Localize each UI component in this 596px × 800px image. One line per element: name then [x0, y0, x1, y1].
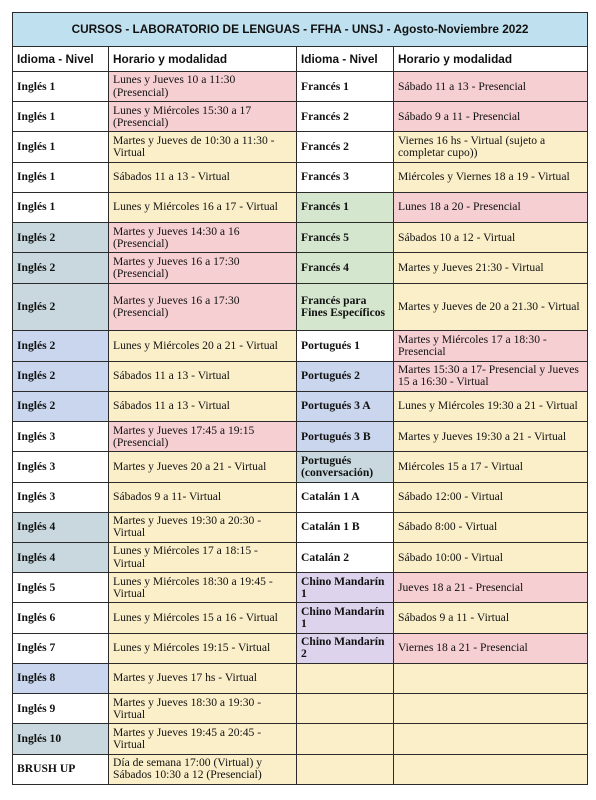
table-row — [13, 331, 588, 361]
table-row — [13, 452, 588, 482]
course-schedule-right — [394, 724, 588, 754]
course-schedule-right: Lunes 18 a 20 - Presencial — [394, 192, 588, 222]
course-language-left: Inglés 2 — [13, 223, 109, 253]
course-language-right: Francés 1 — [297, 72, 394, 102]
course-schedule-left: Sábados 11 a 13 - Virtual — [109, 391, 297, 421]
course-schedule-left: Lunes y Miércoles 16 a 17 - Virtual — [109, 192, 297, 222]
course-schedule-right: Sábado 9 a 11 - Presencial — [394, 102, 588, 132]
course-language-left: Inglés 1 — [13, 192, 109, 222]
course-language-right: Portugués (conversación) — [297, 452, 394, 482]
course-schedule-right: Viernes 18 a 21 - Presencial — [394, 633, 588, 663]
course-schedule-left: Sábados 11 a 13 - Virtual — [109, 162, 297, 192]
course-schedule-right — [394, 663, 588, 693]
course-language-left: Inglés 5 — [13, 573, 109, 603]
course-language-left: Inglés 2 — [13, 391, 109, 421]
table-row — [13, 192, 588, 222]
course-schedule-left: Martes y Jueves 19:30 a 20:30 - Virtual — [109, 512, 297, 542]
table-row — [13, 132, 588, 162]
header-language-right: Idioma - Nivel — [297, 47, 394, 72]
course-language-left: Inglés 4 — [13, 512, 109, 542]
course-language-left: Inglés 1 — [13, 162, 109, 192]
table-row — [13, 422, 588, 452]
course-schedule-left: Martes y Jueves 17:45 a 19:15 (Presencial) — [109, 422, 297, 452]
course-language-right: Portugués 1 — [297, 331, 394, 361]
course-language-right: Chino Mandarín 2 — [297, 633, 394, 663]
course-language-right: Portugués 3 B — [297, 422, 394, 452]
course-language-left: Inglés 10 — [13, 724, 109, 754]
course-language-right: Francés 3 — [297, 162, 394, 192]
header-row — [13, 47, 588, 72]
course-schedule-right: Sábado 12:00 - Virtual — [394, 482, 588, 512]
course-language-left: Inglés 2 — [13, 361, 109, 391]
course-rows — [13, 72, 588, 785]
table-row — [13, 391, 588, 421]
course-schedule-right: Lunes y Miércoles 19:30 a 21 - Virtual — [394, 391, 588, 421]
header-language-left: Idioma - Nivel — [13, 47, 109, 72]
table-row — [13, 162, 588, 192]
table-row — [13, 603, 588, 633]
course-language-left: Inglés 3 — [13, 452, 109, 482]
course-schedule-left: Martes y Jueves 16 a 17:30 (Presencial) — [109, 253, 297, 283]
table-row — [13, 102, 588, 132]
course-schedule-right: Sábados 10 a 12 - Virtual — [394, 223, 588, 253]
table-row — [13, 361, 588, 391]
course-language-right: Francés 2 — [297, 102, 394, 132]
course-schedule-right: Martes y Jueves 19:30 a 21 - Virtual — [394, 422, 588, 452]
course-language-left: BRUSH UP — [13, 754, 109, 784]
header-schedule-right: Horario y modalidad — [394, 47, 588, 72]
course-schedule-right: Martes y Jueves 21:30 - Virtual — [394, 253, 588, 283]
table-title: CURSOS - LABORATORIO DE LENGUAS - FFHA - UNSJ - Agosto-Noviembre 2022 — [13, 13, 588, 47]
table-row — [13, 283, 588, 331]
course-language-left: Inglés 3 — [13, 422, 109, 452]
course-language-left: Inglés 2 — [13, 283, 109, 331]
course-language-left: Inglés 4 — [13, 543, 109, 573]
table-row — [13, 72, 588, 102]
course-schedule-left: Lunes y Miércoles 19:15 - Virtual — [109, 633, 297, 663]
course-language-left: Inglés 2 — [13, 253, 109, 283]
course-language-right: Francés 2 — [297, 132, 394, 162]
table-row — [13, 573, 588, 603]
course-schedule-right: Miércoles 15 a 17 - Virtual — [394, 452, 588, 482]
table-row — [13, 663, 588, 693]
course-schedule-right: Martes y Miércoles 17 a 18:30 - Presencial — [394, 331, 588, 361]
table-row — [13, 253, 588, 283]
course-language-right — [297, 724, 394, 754]
course-schedule-right: Sábado 10:00 - Virtual — [394, 543, 588, 573]
course-schedule-right: Sábados 9 a 11 - Virtual — [394, 603, 588, 633]
course-language-right: Chino Mandarín 1 — [297, 603, 394, 633]
course-language-right: Catalán 1 B — [297, 512, 394, 542]
course-schedule-left: Martes y Jueves 14:30 a 16 (Presencial) — [109, 223, 297, 253]
table-row — [13, 724, 588, 754]
course-language-right: Francés 5 — [297, 223, 394, 253]
course-language-left: Inglés 3 — [13, 482, 109, 512]
course-schedule-left: Lunes y Miércoles 18:30 a 19:45 - Virtual — [109, 573, 297, 603]
course-schedule-left: Martes y Jueves 18:30 a 19:30 - Virtual — [109, 694, 297, 724]
table-row — [13, 482, 588, 512]
course-language-left: Inglés 9 — [13, 694, 109, 724]
table-row — [13, 512, 588, 542]
course-schedule-left: Sábados 9 a 11- Virtual — [109, 482, 297, 512]
course-language-right: Francés 4 — [297, 253, 394, 283]
course-language-left: Inglés 6 — [13, 603, 109, 633]
course-language-right — [297, 663, 394, 693]
course-schedule-left: Martes y Jueves 17 hs - Virtual — [109, 663, 297, 693]
course-language-right: Catalán 1 A — [297, 482, 394, 512]
course-language-left: Inglés 1 — [13, 132, 109, 162]
course-schedule-left: Martes y Jueves 20 a 21 - Virtual — [109, 452, 297, 482]
course-schedule-right: Martes y Jueves de 20 a 21.30 - Virtual — [394, 283, 588, 331]
course-language-right: Francés 1 — [297, 192, 394, 222]
table-row — [13, 223, 588, 253]
course-language-left: Inglés 1 — [13, 72, 109, 102]
table-row — [13, 694, 588, 724]
course-schedule-left: Martes y Jueves 19:45 a 20:45 - Virtual — [109, 724, 297, 754]
course-language-left: Inglés 8 — [13, 663, 109, 693]
course-schedule-table — [12, 12, 588, 785]
course-schedule-right — [394, 694, 588, 724]
course-schedule-right: Viernes 16 hs - Virtual (sujeto a completar cupo)) — [394, 132, 588, 162]
course-language-right: Portugués 3 A — [297, 391, 394, 421]
course-schedule-right — [394, 754, 588, 784]
course-schedule-left: Martes y Jueves de 10:30 a 11:30 - Virtual — [109, 132, 297, 162]
header-schedule-left: Horario y modalidad — [109, 47, 297, 72]
course-language-right: Portugués 2 — [297, 361, 394, 391]
course-language-right: Catalán 2 — [297, 543, 394, 573]
course-schedule-left: Lunes y Miércoles 17 a 18:15 - Virtual — [109, 543, 297, 573]
course-language-left: Inglés 1 — [13, 102, 109, 132]
course-schedule-left: Lunes y Miércoles 20 a 21 - Virtual — [109, 331, 297, 361]
course-schedule-right: Sábado 8:00 - Virtual — [394, 512, 588, 542]
course-schedule-left: Día de semana 17:00 (Virtual) y Sábados 10:30 a 12 (Presencial) — [109, 754, 297, 784]
course-language-right: Chino Mandarín 1 — [297, 573, 394, 603]
course-schedule-right: Miércoles y Viernes 18 a 19 - Virtual — [394, 162, 588, 192]
course-schedule-left: Sábados 11 a 13 - Virtual — [109, 361, 297, 391]
course-schedule-left: Lunes y Miércoles 15:30 a 17 (Presencial) — [109, 102, 297, 132]
title-row — [13, 13, 588, 47]
course-schedule-left: Martes y Jueves 16 a 17:30 (Presencial) — [109, 283, 297, 331]
course-language-left: Inglés 2 — [13, 331, 109, 361]
course-schedule-left: Lunes y Jueves 10 a 11:30 (Presencial) — [109, 72, 297, 102]
course-language-right: Francés para Fines Específicos — [297, 283, 394, 331]
table-row — [13, 633, 588, 663]
table-row — [13, 754, 588, 784]
course-language-left: Inglés 7 — [13, 633, 109, 663]
course-schedule-right: Martes 15:30 a 17- Presencial y Jueves 15 a 16:30 - Virtual — [394, 361, 588, 391]
course-schedule-right: Jueves 18 a 21 - Presencial — [394, 573, 588, 603]
course-language-right — [297, 754, 394, 784]
course-language-right — [297, 694, 394, 724]
course-schedule-left: Lunes y Miércoles 15 a 16 - Virtual — [109, 603, 297, 633]
table-row — [13, 543, 588, 573]
course-schedule-right: Sábado 11 a 13 - Presencial — [394, 72, 588, 102]
